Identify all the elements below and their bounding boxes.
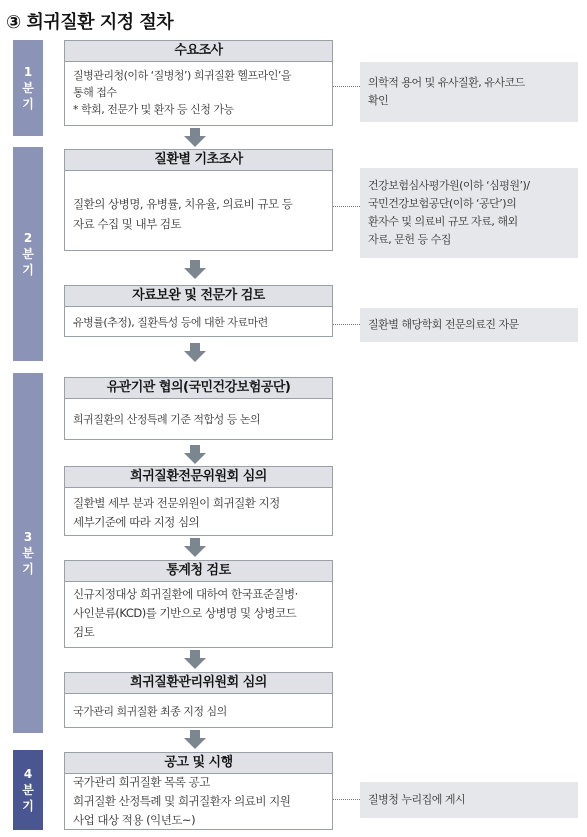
step-6-line-1: 신규지정대상 희귀질환에 대하여 한국표준질병· [73, 587, 298, 601]
flow-arrow-7 [184, 738, 206, 749]
note-data-collection [360, 168, 578, 258]
step-6-line-2: 사인분류(KCD)를 기반으로 상병명 및 상병코드 [73, 606, 297, 620]
step-1-line-2: 통해 접수 [73, 86, 117, 99]
step-4-line-1: 희귀질환의 산정특례 기준 적합성 등 논의 [73, 413, 261, 426]
note-1-line-2: 확인 [368, 94, 389, 107]
step-1-line-3: * 학회, 전문가 및 환자 등 신청 가능 [73, 103, 234, 116]
note-2-line-4: 자료, 문헌 등 수집 [368, 233, 451, 246]
quarter-3-label-2: 기 [22, 562, 34, 576]
step-5-title: 희귀질환전문위원회 심의 [65, 467, 332, 488]
flow-arrow-6 [184, 658, 206, 669]
flow-arrow-2 [184, 268, 206, 279]
step-2-line-2: 자료 수집 및 내부 검토 [73, 217, 182, 231]
quarter-1-bar [13, 40, 43, 136]
note-2-line-1: 건강보험심사평가원(이하 ‘심평원’)/ [368, 179, 530, 192]
step-3-line-1: 유병률(추정), 질환특성 등에 대한 자료마련 [73, 316, 268, 329]
step-expert-committee [64, 466, 333, 536]
step-1-line-1: 질병관리청(이하 ‘질병청’) 희귀질환 헬프라인’을 [73, 69, 291, 82]
step-1-title: 수요조사 [65, 41, 332, 62]
note-1-line-1: 의학적 용어 및 유사질환, 유사코드 [368, 76, 525, 89]
step-7-title: 희귀질환관리위원회 심의 [65, 673, 332, 694]
step-basic-survey [64, 149, 333, 251]
step-demand-survey [64, 40, 333, 126]
connector-2 [333, 206, 360, 207]
flow-arrow-3 [184, 351, 206, 362]
quarter-3-number: 3 [23, 530, 33, 544]
step-5-line-2: 세부기준에 따라 지정 심의 [73, 515, 200, 529]
quarter-4-label-2: 기 [22, 799, 34, 813]
note-terminology-check [360, 62, 578, 122]
step-3-title: 자료보완 및 전문가 검토 [65, 286, 332, 307]
step-6-title: 통계청 검토 [65, 561, 332, 582]
step-8-line-3: 사업 대상 적용 (익년도~) [73, 813, 196, 827]
diagram-title: ③ 희귀질환 지정 절차 [6, 12, 174, 33]
note-2-line-2: 국민건강보험공단(이하 ‘공단’)의 [368, 197, 517, 210]
step-7-line-1: 국가관리 희귀질환 최종 지정 심의 [73, 705, 227, 718]
connector-3 [333, 324, 360, 325]
step-5-line-1: 질환별 세부 분과 전문위원이 희귀질환 지정 [73, 496, 280, 510]
quarter-2-label-2: 기 [22, 263, 34, 277]
step-8-line-1: 국가관리 희귀질환 목록 공고 [73, 775, 210, 789]
step-8-title: 공고 및 시행 [65, 753, 332, 774]
step-statistics-review [64, 560, 333, 648]
quarter-4-bar [13, 750, 43, 830]
step-6-line-3: 검토 [73, 625, 95, 639]
quarter-4-label-1: 분 [22, 783, 34, 797]
flow-arrow-4 [184, 453, 206, 464]
step-management-committee [64, 672, 333, 728]
flow-arrow-5 [184, 546, 206, 557]
step-4-title: 유관기관 협의(국민건강보험공단) [65, 378, 332, 399]
quarter-1-number: 1 [23, 65, 33, 79]
quarter-2-bar [13, 147, 43, 361]
quarter-3-bar [13, 373, 43, 733]
quarter-2-number: 2 [23, 231, 33, 245]
note-website-posting [360, 782, 578, 818]
quarter-3-label-1: 분 [22, 546, 34, 560]
quarter-4-number: 4 [23, 767, 33, 781]
note-4-line-1: 질병청 누리집에 게시 [368, 793, 466, 806]
note-3-line-1: 질환별 해당학회 전문의료진 자문 [368, 318, 519, 331]
step-agency-consultation [64, 377, 333, 440]
quarter-2-label-1: 분 [22, 247, 34, 261]
quarter-1-label-1: 분 [22, 81, 34, 95]
step-data-supplement [64, 285, 333, 337]
note-2-line-3: 환자수 및 의료비 규모 자료, 해외 [368, 215, 518, 228]
connector-4 [333, 799, 360, 800]
step-announcement [64, 752, 333, 830]
note-expert-advice [360, 308, 578, 342]
quarter-1-label-2: 기 [22, 97, 34, 111]
step-8-line-2: 희귀질환 산정특례 및 희귀질환자 의료비 지원 [73, 794, 291, 808]
step-2-line-1: 질환의 상병명, 유병률, 치유율, 의료비 규모 등 [73, 197, 293, 211]
flow-arrow-1 [184, 136, 206, 147]
step-2-title: 질환별 기초조사 [65, 150, 332, 171]
connector-1 [333, 86, 360, 87]
